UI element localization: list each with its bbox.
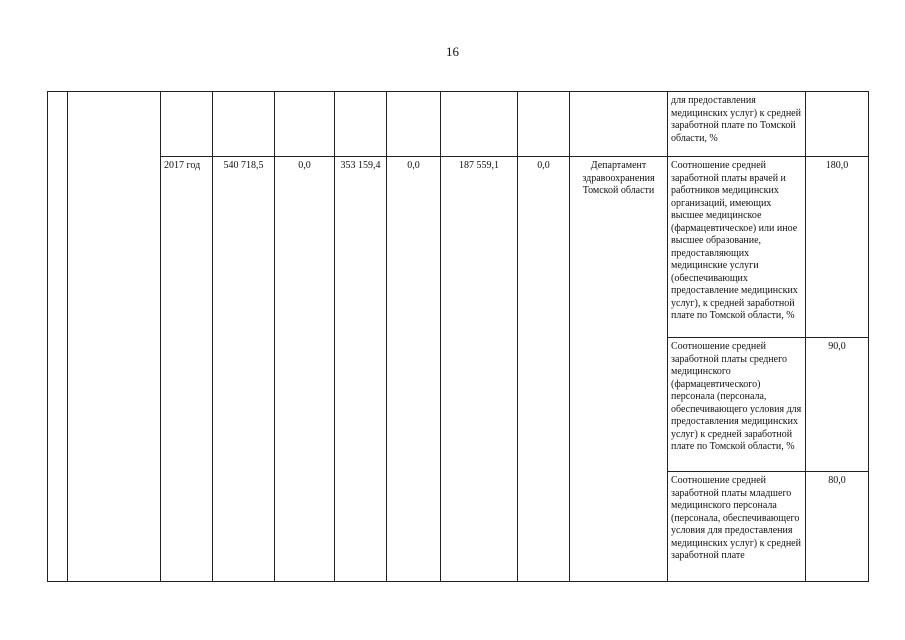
target-nursing: 90,0 [806,338,869,472]
cell-empty [806,92,869,157]
indicator-doctors: Соотношение средней заработной платы врачей и работников медицинских организаций, имеющих высшее медицинское (фармацевтическое) или иное высшее образование, предоставляющих медицинские услуги (обеспечивающих предоставление медицинских услуг), к средней заработной плате по Томской области, % [668,157,806,338]
target-doctors: 180,0 [806,157,869,338]
total-cell: 540 718,5 [213,157,275,582]
cell-empty [570,92,668,157]
cell-empty [441,92,518,157]
cell-index [48,92,68,582]
cell-empty [161,92,213,157]
indicator-continued: для предоставления медицинских услуг) к средней заработной плате по Томской области, % [668,92,806,157]
cell-empty [213,92,275,157]
cell-task-name [68,92,161,582]
federal-budget-cell: 0,0 [275,157,335,582]
year-cell: 2017 год [161,157,213,582]
table-row-continuation [48,92,869,157]
table-row-2017 [48,157,869,338]
indicator-junior: Соотношение средней заработной платы младшего медицинского персонала (персонала, обеспечивающего условия для предоставления медицинских услуг) к средней заработной плате [668,472,806,582]
program-table [47,91,869,582]
target-junior: 80,0 [806,472,869,582]
local-budget-cell: 0,0 [387,157,441,582]
page-number: 16 [446,44,459,59]
regional-budget-cell: 353 159,4 [335,157,387,582]
cell-empty [275,92,335,157]
indicator-nursing: Соотношение средней заработной платы среднего медицинского (фармацевтического) персонала (персонала, обеспечивающего условия для предоставления медицинских услуг) к средней заработной плате по Томской области, % [668,338,806,472]
other-sources-cell: 0,0 [518,157,570,582]
extra-budget-cell: 187 559,1 [441,157,518,582]
department-cell: Департамент здравоохранения Томской области [570,157,668,582]
cell-empty [518,92,570,157]
cell-empty [335,92,387,157]
cell-empty [387,92,441,157]
